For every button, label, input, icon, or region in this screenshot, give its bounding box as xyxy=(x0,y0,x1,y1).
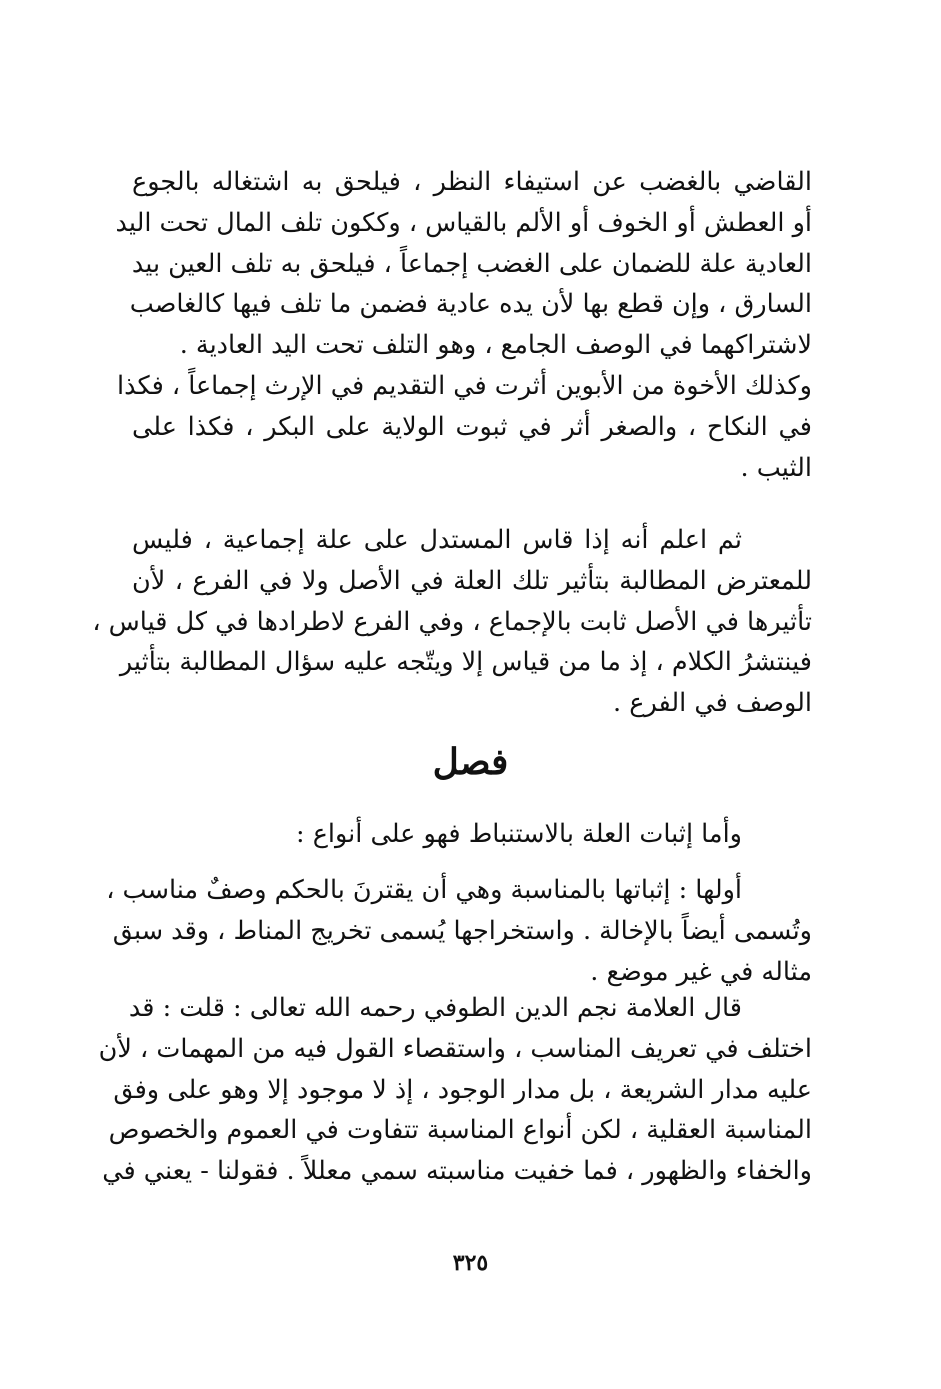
paragraph-5 xyxy=(98,988,812,1192)
paragraph-4 xyxy=(106,870,812,992)
paragraph-2 xyxy=(92,520,812,724)
paragraph-3 xyxy=(132,814,812,855)
text-line: ثم اعلم أنه إذا قاس المستدل على علة إجماعية ، فليس xyxy=(132,525,742,555)
text-line: القاضي بالغضب عن استيفاء النظر ، فيلحق به اشتغاله بالجوع xyxy=(132,167,812,197)
paragraph-1 xyxy=(115,162,812,488)
text-line: مثاله في غير موضع . xyxy=(590,956,812,987)
text-line: لاشتراكهما في الوصف الجامع ، وهو التلف تحت اليد العادية . xyxy=(179,330,812,361)
text-line: قال العلامة نجم الدين الطوفي رحمه الله تعالى : قلت : قد xyxy=(128,993,742,1023)
text-line: وتُسمى أيضاً بالإخالة . واستخراجها يُسمى تخريج المناط ، وقد سبق xyxy=(112,915,812,946)
section-heading: فصل xyxy=(432,741,509,783)
text-line: اختلف في تعريف المناسب ، واستقصاء القول فيه من المهمات ، لأن xyxy=(98,1033,812,1064)
text-line: السارق ، وإن قطع بها لأن يده عادية فضمن ما تلف فيها كالغاصب xyxy=(129,289,812,320)
text-line: المناسبة العقلية ، لكن أنواع المناسبة تتفاوت في العموم والخصوص xyxy=(108,1115,812,1146)
text-line: وأما إثبات العلة بالاستنباط فهو على أنواع : xyxy=(296,819,742,849)
text-line: فينتشرُ الكلام ، إذ ما من قياس إلا ويتّجه عليه سؤال المطالبة بتأثير xyxy=(119,647,812,678)
text-line: تأثيرها في الأصل ثابت بالإجماع ، وفي الفرع لاطرادها في كل قياس ، xyxy=(92,606,812,637)
text-line: للمعترض المطالبة بتأثير تلك العلة في الأصل ولا في الفرع ، لأن xyxy=(132,565,812,596)
text-line: أولها : إثباتها بالمناسبة وهي أن يقترنَ بالحكم وصفٌ مناسب ، xyxy=(106,875,742,905)
page-number: ٣٢٥ xyxy=(452,1250,489,1276)
text-line: في النكاح ، والصغر أثر في ثبوت الولاية على البكر ، فكذا على xyxy=(132,411,812,442)
text-line: وكذلك الأخوة من الأبوين أثرت في التقديم في الإرث إجماعاً ، فكذا xyxy=(117,370,812,401)
text-line: العادية علة للضمان على الغضب إجماعاً ، فيلحق به تلف العين بيد xyxy=(131,248,812,279)
text-line: عليه مدار الشريعة ، بل مدار الوجود ، إذ لا موجود إلا وهو على وفق xyxy=(113,1074,812,1105)
text-line: الثيب . xyxy=(740,452,812,483)
text-line: أو العطش أو الخوف أو الألم بالقياس ، وككون تلف المال تحت اليد xyxy=(115,207,812,238)
text-line: والخفاء والظهور ، فما خفيت مناسبته سمي معللاً . فقولنا - يعني في xyxy=(102,1156,812,1187)
text-line: الوصف في الفرع . xyxy=(613,688,812,719)
